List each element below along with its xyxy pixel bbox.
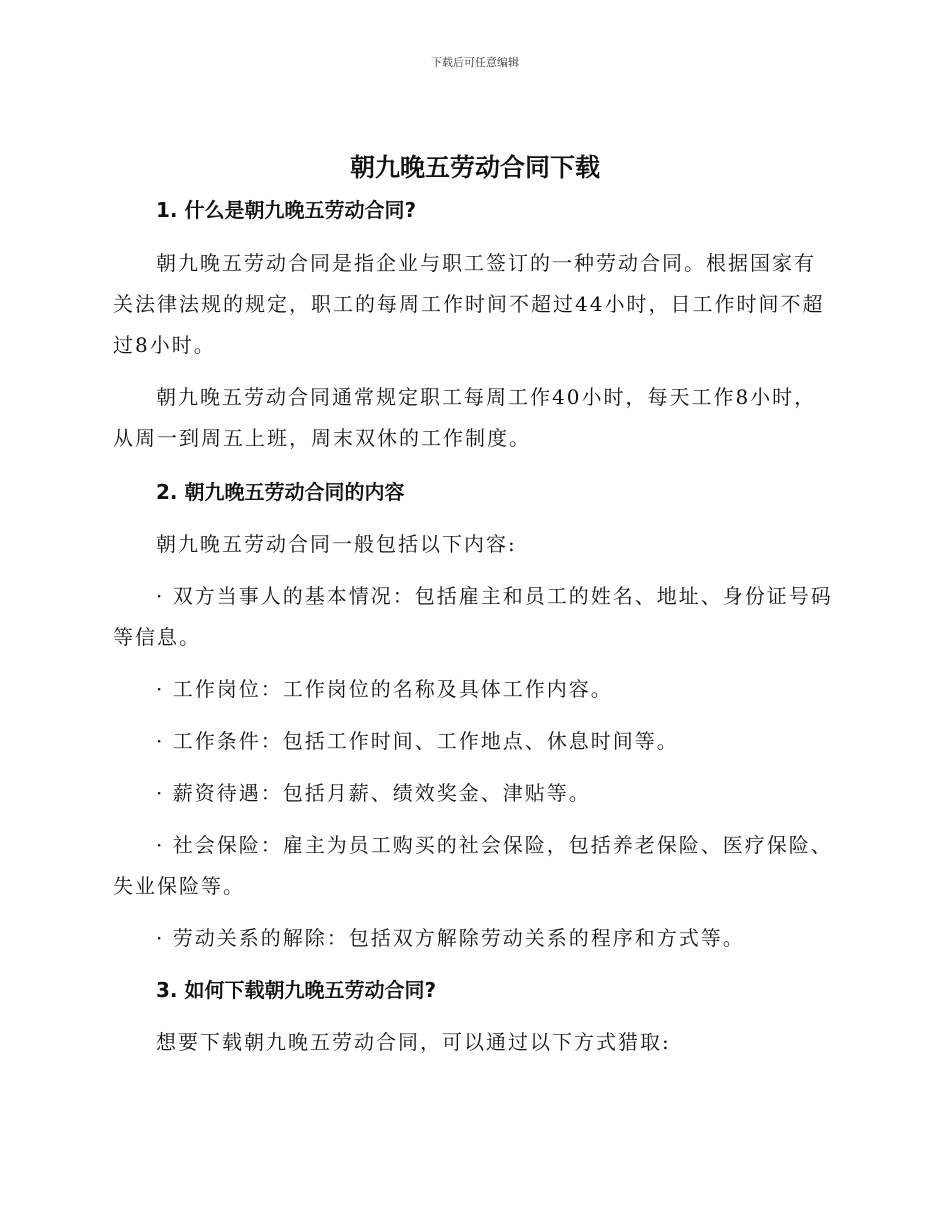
section-2-intro: 朝九晚五劳动合同一般包括以下内容:: [156, 532, 517, 556]
section-2-heading: 2. 朝九晚五劳动合同的内容: [156, 480, 405, 504]
section-1-heading: 1. 什么是朝九晚五劳动合同?: [156, 198, 417, 222]
section-3-intro: 想要下载朝九晚五劳动合同，可以通过以下方式猎取:: [156, 1030, 671, 1054]
section-1-paragraph-1: 朝九晚五劳动合同是指企业与职工签订的一种劳动合同。根据国家有关法律法规的规定，职工的每周工作时间不超过44小时，日工作时间不超过8小时。: [113, 251, 825, 357]
section-2-item-termination: · 劳动关系的解除：包括双方解除劳动关系的程序和方式等。: [156, 926, 745, 950]
section-2-item-parties: · 双方当事人的基本情况：包括雇主和员工的姓名、地址、身份证号码等信息。: [113, 584, 833, 649]
section-2-item-conditions: · 工作条件：包括工作时间、工作地点、休息时间等。: [156, 729, 679, 753]
section-2-item-position: · 工作岗位：工作岗位的名称及具体工作内容。: [156, 677, 613, 701]
section-2-item-insurance: · 社会保险：雇主为员工购买的社会保险，包括养老保险、医疗保险、失业保险等。: [113, 833, 833, 898]
document-title: 朝九晚五劳动合同下载: [349, 153, 600, 182]
section-1-paragraph-2: 朝九晚五劳动合同通常规定职工每周工作40小时，每天工作8小时，从周一到周五上班，周末双休的工作制度。: [113, 385, 817, 450]
section-2-item-salary: · 薪资待遇：包括月薪、绩效奖金、津贴等。: [156, 781, 591, 805]
section-3-heading: 3. 如何下载朝九晚五劳动合同?: [156, 978, 437, 1002]
page-header-note: 下载后可任意编辑: [431, 56, 519, 69]
